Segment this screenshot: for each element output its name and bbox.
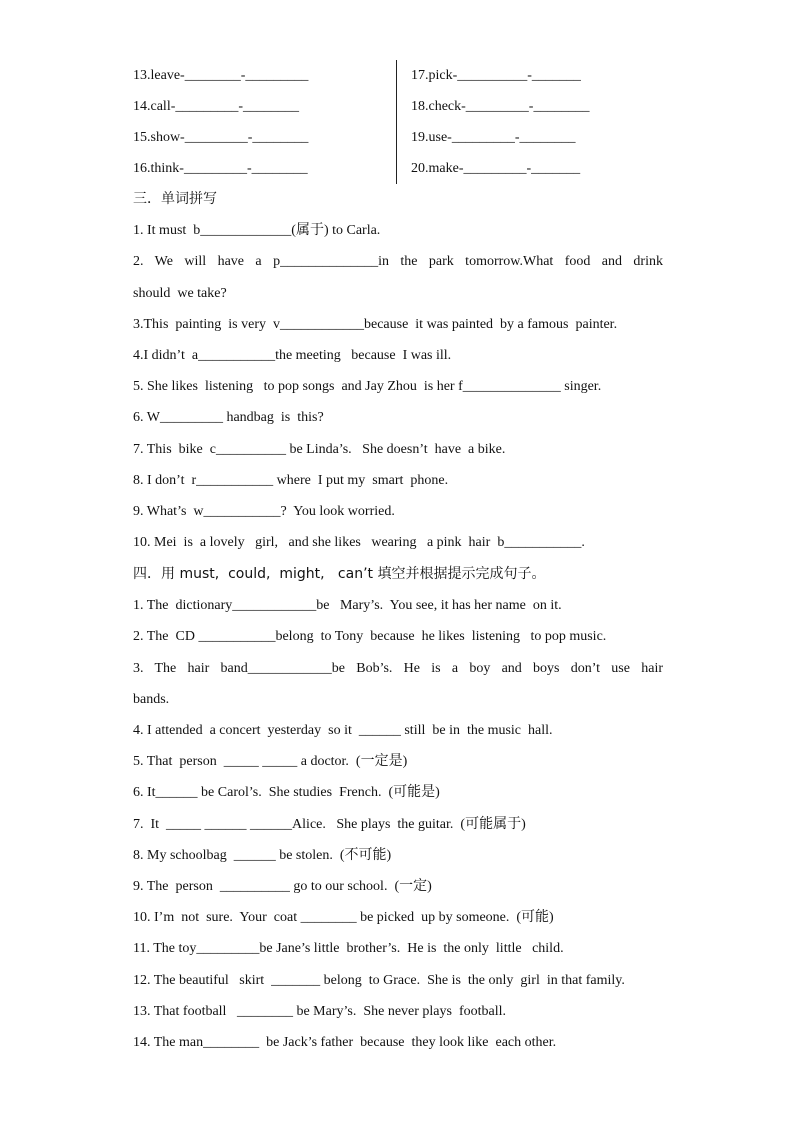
verb-item-19: 19.use-_________-________ xyxy=(411,130,576,145)
verb-item-15: 15.show-_________-________ xyxy=(133,130,309,145)
modal-item-8: 8. My schoolbag ______ be stolen. (不可能) xyxy=(133,847,392,863)
verb-forms-left-column xyxy=(133,60,388,184)
spelling-item-5: 5. She likes listening to pop songs and Jay Zhou is her f______________ singer. xyxy=(133,379,602,395)
modal-item-6: 6. It______ be Carol’s. She studies French. (可能是) xyxy=(133,785,440,801)
verb-item-13: 13.leave-________-_________ xyxy=(133,68,309,83)
modal-item-4: 4. I attended a concert yesterday so it ______ still be in the music hall. xyxy=(133,723,553,739)
spelling-item-7: 7. This bike c__________ be Linda’s. She doesn’t have a bike. xyxy=(133,441,506,457)
spelling-item-1: 1. It must b_____________(属于) to Carla. xyxy=(133,223,381,239)
modal-item-11: 11. The toy_________be Jane’s little brother’s. He is the only little child. xyxy=(133,941,564,957)
modal-item-7: 7. It _____ ______ ______Alice. She plays the guitar. (可能属于) xyxy=(133,816,526,832)
verb-forms-right-column xyxy=(411,60,666,184)
column-divider xyxy=(396,60,397,184)
modal-item-3: 3. The hair band____________be Bob’s. He is a boy and boys don’t use hair xyxy=(133,660,663,676)
verb-item-16: 16.think-_________-________ xyxy=(133,161,308,176)
spelling-item-2: 2. We will have a p______________in the park tomorrow.What food and drink xyxy=(133,254,663,270)
verb-item-14: 14.call-_________-________ xyxy=(133,99,300,114)
modal-item-14: 14. The man________ be Jack’s father because they look like each other. xyxy=(133,1035,557,1051)
verb-item-20: 20.make-_________-_______ xyxy=(411,161,581,176)
section-3-heading: 三．单词拼写 xyxy=(133,191,217,207)
verb-item-17: 17.pick-__________-_______ xyxy=(411,68,581,83)
section-word-spelling xyxy=(133,184,663,558)
modal-item-10: 10. I’m not sure. Your coat ________ be picked up by someone. (可能) xyxy=(133,910,554,926)
modal-item-3-continued: bands. xyxy=(133,691,170,707)
modal-item-2: 2. The CD ___________belong to Tony because he likes listening to pop music. xyxy=(133,629,607,645)
verb-item-18: 18.check-_________-________ xyxy=(411,99,590,114)
modal-item-13: 13. That football ________ be Mary’s. She never plays football. xyxy=(133,1003,507,1019)
spelling-item-9: 9. What’s w___________? You look worried. xyxy=(133,504,395,520)
section-modal-verbs xyxy=(133,559,663,1058)
modal-item-5: 5. That person _____ _____ a doctor. (一定是) xyxy=(133,754,408,770)
spelling-item-10: 10. Mei is a lovely girl, and she likes wearing a pink hair b___________. xyxy=(133,535,585,551)
spelling-item-3: 3.This painting is very v____________because it was painted by a famous painter. xyxy=(133,316,618,332)
spelling-item-8: 8. I don’t r___________ where I put my smart phone. xyxy=(133,472,449,488)
section-4-heading: 四．用 must, could, might, can’t 填空并根据提示完成句子。 xyxy=(133,566,546,582)
modal-item-1: 1. The dictionary____________be Mary’s. You see, it has her name on it. xyxy=(133,598,562,614)
modal-item-12: 12. The beautiful skirt _______ belong to Grace. She is the only girl in that family. xyxy=(133,972,625,988)
spelling-item-2-continued: should we take? xyxy=(133,285,227,301)
modal-item-9: 9. The person __________ go to our school. (一定) xyxy=(133,879,432,895)
spelling-item-6: 6. W_________ handbag is this? xyxy=(133,410,324,426)
spelling-item-4: 4.I didn’t a___________the meeting because I was ill. xyxy=(133,348,452,364)
